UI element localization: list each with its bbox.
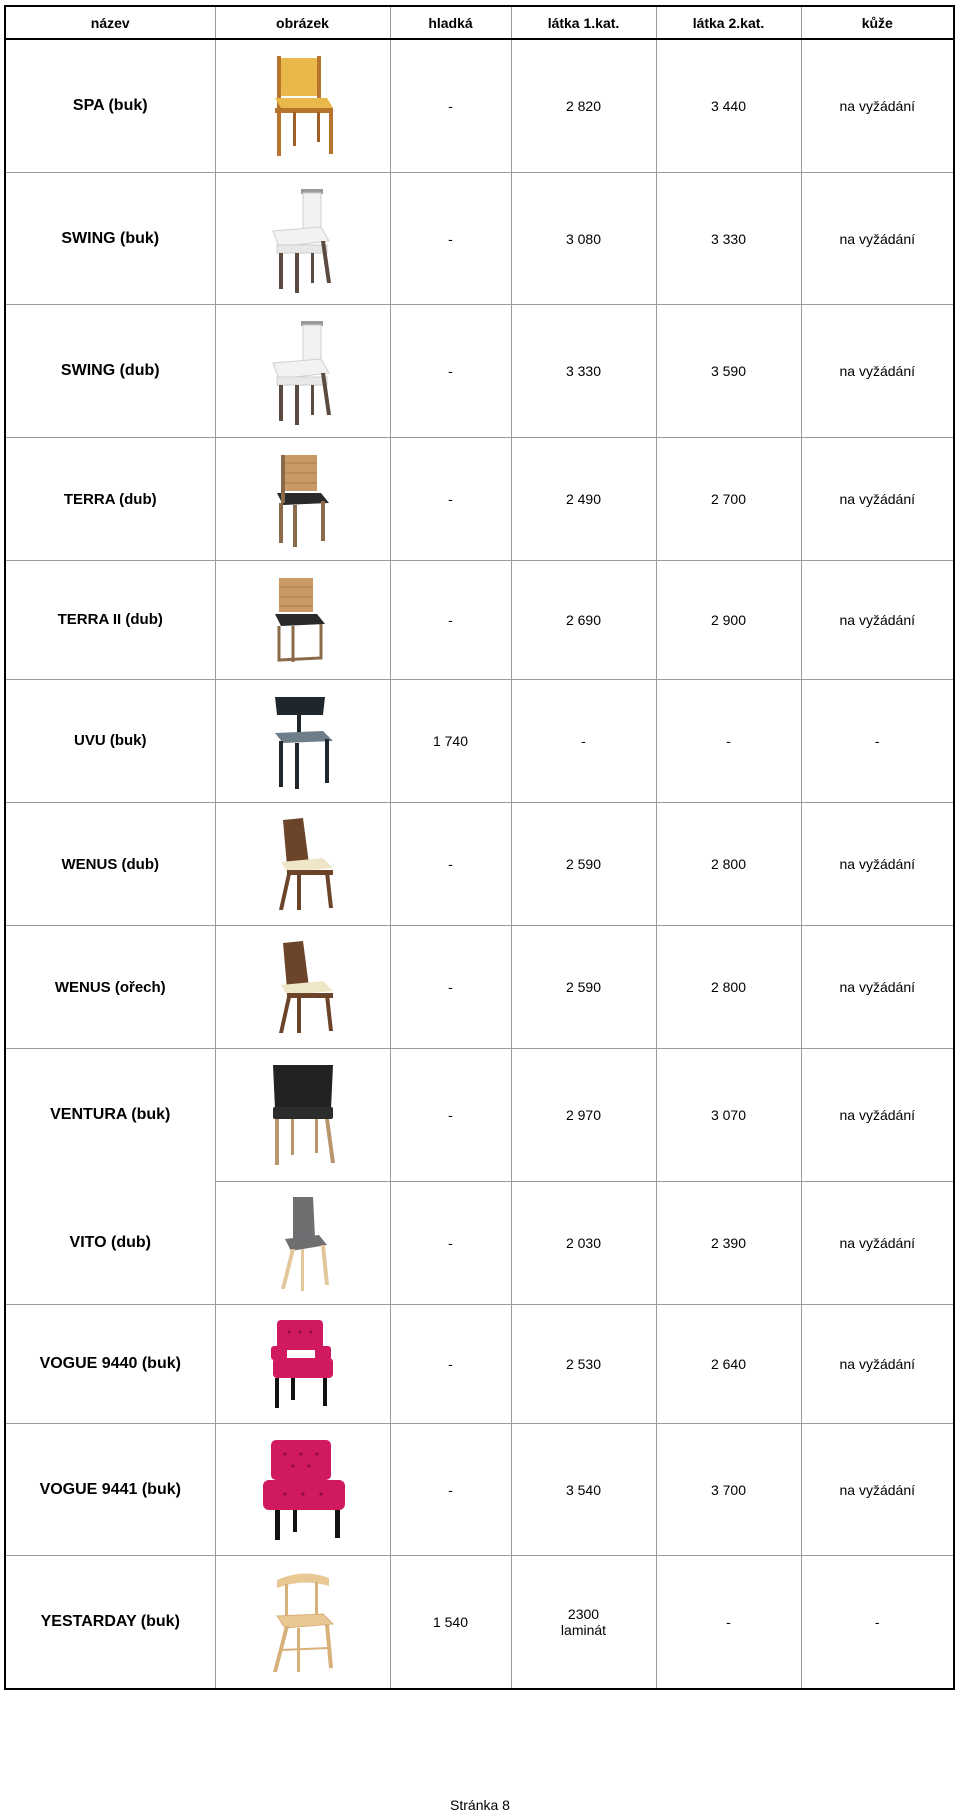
table-row	[6, 1423, 953, 1556]
price-fabric2: 3 590	[656, 305, 801, 438]
price-fabric1: 3 330	[511, 305, 656, 438]
price-fabric2: 3 070	[656, 1049, 801, 1182]
chair-icon	[263, 689, 343, 793]
table-row	[6, 1049, 953, 1182]
chair-icon	[263, 447, 343, 551]
product-image	[215, 172, 390, 305]
price-leather: na vyžádání	[801, 1182, 953, 1305]
price-leather: na vyžádání	[801, 561, 953, 680]
price-leather: na vyžádání	[801, 305, 953, 438]
price-leather: na vyžádání	[801, 1305, 953, 1424]
price-leather: na vyžádání	[801, 926, 953, 1049]
price-fabric2: 2 390	[656, 1182, 801, 1305]
product-image	[215, 926, 390, 1049]
price-leather: -	[874, 1614, 880, 1631]
header-image: obrázek	[215, 7, 390, 39]
price-smooth: -	[390, 561, 511, 680]
price-smooth: -	[390, 1049, 511, 1182]
price-leather: na vyžádání	[801, 1049, 953, 1182]
product-name: VENTURA (buk)	[6, 1049, 215, 1182]
chair-icon	[263, 935, 343, 1039]
price-smooth: -	[390, 437, 511, 560]
price-fabric2: 2 900	[656, 561, 801, 680]
table-row	[6, 802, 953, 925]
price-smooth: -	[390, 1305, 511, 1424]
product-image	[215, 1049, 390, 1182]
product-image	[215, 1556, 390, 1688]
table-row	[6, 926, 953, 1049]
table-row	[6, 1182, 953, 1305]
price-leather: na vyžádání	[801, 1423, 953, 1556]
price-smooth: -	[390, 802, 511, 925]
chair-icon	[263, 1566, 343, 1678]
product-image	[215, 1305, 390, 1424]
price-fabric1: 3 080	[511, 172, 656, 305]
header-leather: kůže	[801, 7, 953, 39]
price-fabric1: 3 540	[511, 1423, 656, 1556]
price-fabric1-value: 2300	[567, 1606, 600, 1623]
product-image	[215, 305, 390, 438]
table-row	[6, 679, 953, 802]
price-fabric1: 2 820	[511, 39, 656, 172]
product-name: VOGUE 9440 (buk)	[6, 1305, 215, 1424]
product-name: TERRA (dub)	[6, 437, 215, 560]
price-leather: na vyžádání	[801, 172, 953, 305]
product-name: YESTARDAY (buk)	[6, 1556, 215, 1688]
table-row	[6, 437, 953, 560]
price-fabric1	[511, 1556, 656, 1688]
product-image	[215, 437, 390, 560]
price-fabric2: -	[656, 679, 801, 802]
header-name: název	[6, 7, 215, 39]
price-fabric1: 2 030	[511, 1182, 656, 1305]
product-name: TERRA II (dub)	[6, 561, 215, 680]
price-smooth: -	[390, 926, 511, 1049]
price-leather: na vyžádání	[801, 39, 953, 172]
price-fabric1: 2 530	[511, 1305, 656, 1424]
armchair-icon	[263, 1314, 343, 1414]
product-name: SWING (buk)	[6, 172, 215, 305]
header-fabric2: látka 2.kat.	[656, 7, 801, 39]
table-row	[6, 1556, 953, 1688]
chair-icon	[263, 315, 343, 427]
product-image	[215, 39, 390, 172]
price-fabric2: -	[656, 1556, 801, 1688]
price-fabric2: 2 640	[656, 1305, 801, 1424]
price-fabric2: 2 800	[656, 802, 801, 925]
header-row	[6, 7, 953, 39]
product-name: WENUS (ořech)	[6, 926, 215, 1049]
chair-icon	[263, 812, 343, 916]
table-row	[6, 561, 953, 680]
page-number: Stránka 8	[450, 1797, 510, 1813]
chair-icon	[263, 570, 343, 670]
price-smooth: -	[390, 305, 511, 438]
price-fabric1: -	[511, 679, 656, 802]
product-name: VOGUE 9441 (buk)	[6, 1423, 215, 1556]
price-list-sheet	[4, 5, 955, 1690]
table-row	[6, 305, 953, 438]
price-fabric2: 2 800	[656, 926, 801, 1049]
price-fabric2: 2 700	[656, 437, 801, 560]
price-fabric1-note: laminát	[560, 1622, 607, 1639]
armchair-icon	[255, 1434, 351, 1546]
product-name: WENUS (dub)	[6, 802, 215, 925]
product-image	[215, 1182, 390, 1305]
table-row	[6, 1305, 953, 1424]
product-name: SWING (dub)	[6, 305, 215, 438]
table-row	[6, 172, 953, 305]
price-smooth: -	[390, 39, 511, 172]
price-smooth: -	[390, 172, 511, 305]
price-leather: -	[801, 679, 953, 802]
price-leather: na vyžádání	[801, 802, 953, 925]
product-image	[215, 802, 390, 925]
price-fabric2: 3 440	[656, 39, 801, 172]
price-fabric1: 2 970	[511, 1049, 656, 1182]
table-row	[6, 39, 953, 172]
product-name: VITO (dub)	[6, 1182, 215, 1305]
price-fabric2: 3 700	[656, 1423, 801, 1556]
price-smooth: -	[390, 1423, 511, 1556]
price-fabric1: 2 490	[511, 437, 656, 560]
header-fabric1: látka 1.kat.	[511, 7, 656, 39]
price-fabric1: 2 590	[511, 802, 656, 925]
price-leather: na vyžádání	[801, 437, 953, 560]
header-smooth: hladká	[390, 7, 511, 39]
product-name: UVU (buk)	[6, 679, 215, 802]
price-smooth: -	[390, 1182, 511, 1305]
price-fabric2: 3 330	[656, 172, 801, 305]
chair-icon	[263, 1059, 343, 1171]
price-table	[6, 7, 953, 1688]
product-image	[215, 679, 390, 802]
price-fabric1: 2 690	[511, 561, 656, 680]
chair-icon	[263, 183, 343, 295]
chair-icon	[263, 1191, 343, 1295]
price-fabric1: 2 590	[511, 926, 656, 1049]
product-image	[215, 1423, 390, 1556]
product-name: SPA (buk)	[6, 39, 215, 172]
price-smooth: 1 740	[390, 679, 511, 802]
chair-icon	[263, 50, 343, 162]
price-smooth: 1 540	[390, 1556, 511, 1688]
product-image	[215, 561, 390, 680]
